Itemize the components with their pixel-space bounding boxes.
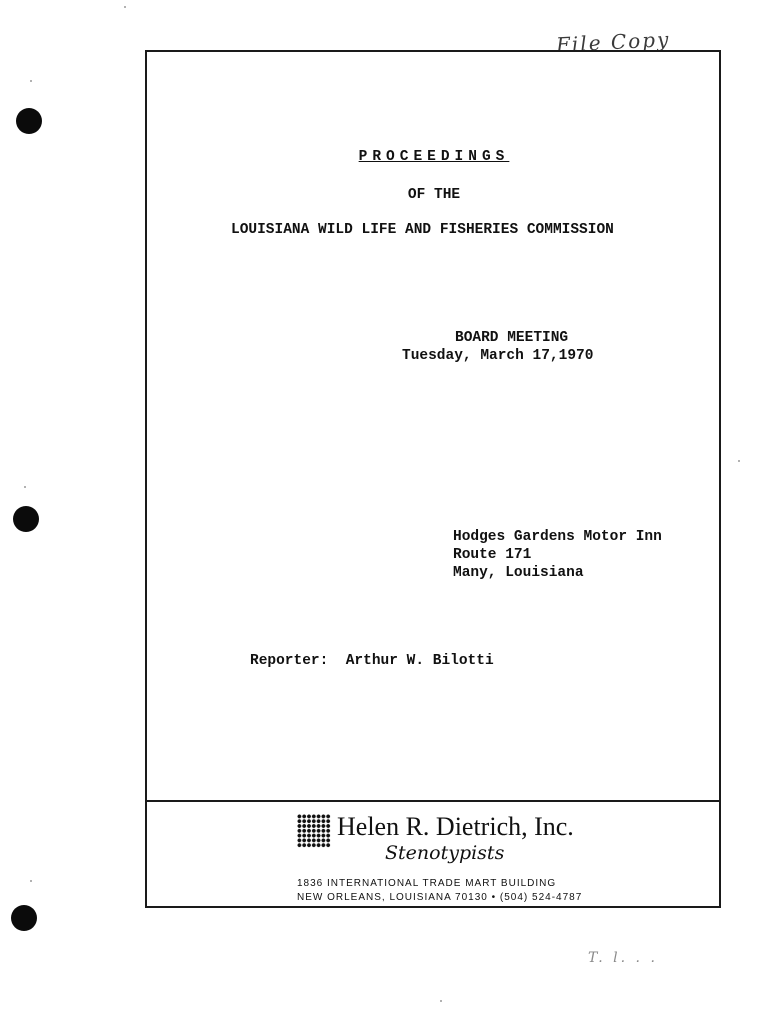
- scan-speck: [24, 486, 26, 488]
- binder-hole-bottom: [11, 905, 37, 931]
- reporter-label: Reporter:: [250, 653, 329, 669]
- binder-hole-top: [16, 108, 42, 134]
- company-tagline: Stenotypists: [385, 842, 505, 864]
- location-address: Route 171: [453, 547, 532, 563]
- reporter-line: [250, 653, 494, 669]
- letterhead: [147, 802, 719, 906]
- scan-speck: [440, 1000, 442, 1002]
- meeting-date: Tuesday, March 17,1970: [402, 348, 594, 364]
- document-subtitle: OF THE: [407, 187, 461, 203]
- document-title: PROCEEDINGS: [358, 149, 510, 165]
- company-address-line-2: NEW ORLEANS, LOUISIANA 70130 • (504) 524-4787: [297, 892, 583, 903]
- scan-speck: [124, 6, 126, 8]
- meeting-type: BOARD MEETING: [455, 330, 569, 346]
- handwritten-file-copy-note: File Copy: [555, 27, 671, 57]
- company-address-line-1: 1836 INTERNATIONAL TRADE MART BUILDING: [297, 878, 557, 889]
- company-name: Helen R. Dietrich, Inc.: [337, 812, 574, 841]
- location-city: Many, Louisiana: [453, 565, 584, 581]
- cover-page-frame: [145, 50, 721, 908]
- scan-speck: [30, 880, 32, 882]
- reporter-name: Arthur W. Bilotti: [345, 653, 494, 669]
- handwritten-bottom-note: T. l. . .: [588, 950, 658, 966]
- scan-speck: [30, 80, 32, 82]
- dot-grid-logo-icon: [297, 814, 331, 848]
- location-venue: Hodges Gardens Motor Inn: [453, 529, 662, 545]
- binder-hole-middle: [13, 506, 39, 532]
- scan-speck: [738, 460, 740, 462]
- organization-name: LOUISIANA WILD LIFE AND FISHERIES COMMISSION: [231, 222, 614, 238]
